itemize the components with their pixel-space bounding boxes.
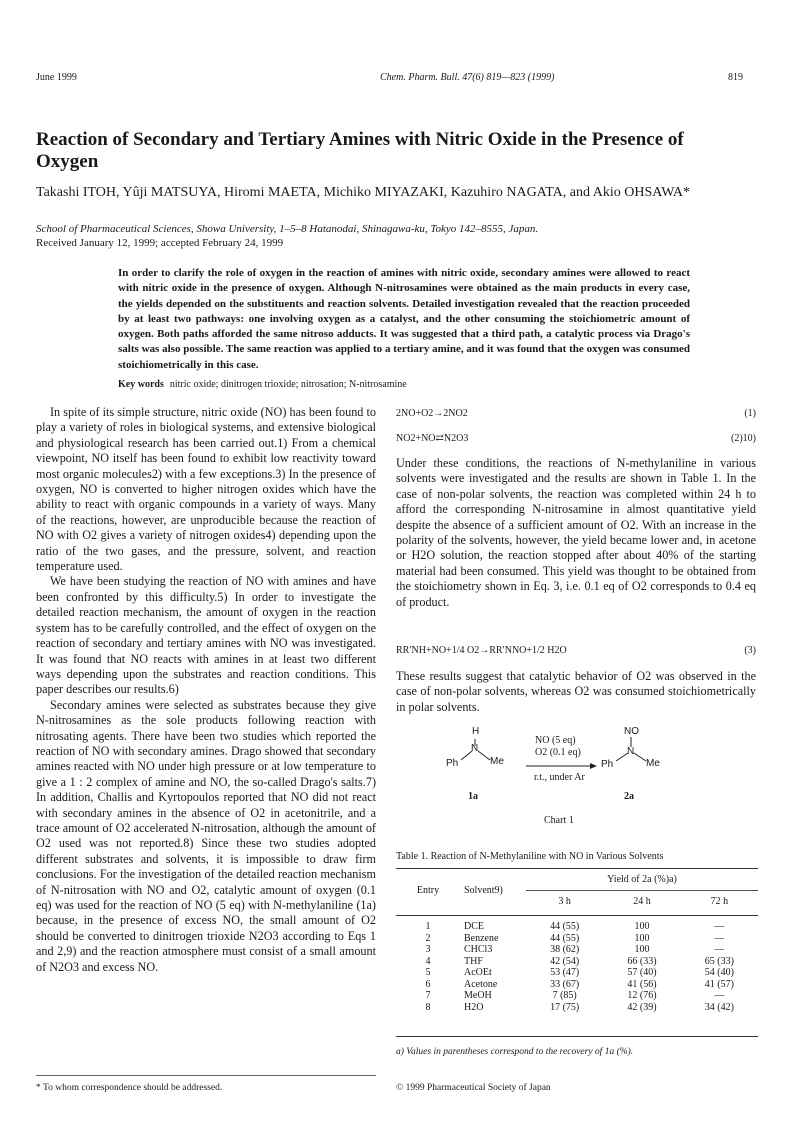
cell-solvent: Acetone bbox=[464, 978, 498, 990]
cell-72h: — bbox=[714, 944, 725, 955]
body-paragraph: In spite of its simple structure, nitric oxide (NO) has been found to play a variety of roles in biological systems, and extensive biological and physiological research has been carried out.1) From a chemical viewpoint, NO itself has been found to exhibit low reactivity toward most organic molecules2) with a few exceptions.3) In the presence of oxygen, NO is converted to higher nitrogen oxides which have the ability to react with organic compounds in a variety of ways. Many of the reactions, however, are unproducible because the reaction of NO with O2 gives a variety of nitrogen oxides4) depending upon the ratio of the two gases, and the pressure, solvent, and reaction temperature used. bbox=[36, 405, 376, 574]
equation-3: RR′NH+NO+1/4 O2→RR′NNO+1/2 H2O bbox=[396, 645, 567, 656]
cell-72h: 41 (57) bbox=[704, 978, 734, 990]
header-page-number: 819 bbox=[728, 72, 743, 83]
header-journal: Chem. Pharm. Bull. 47(6) 819—823 (1999) bbox=[380, 72, 555, 83]
compound-label-1a: 1a bbox=[468, 791, 478, 802]
cell-entry: 7 bbox=[425, 990, 431, 1001]
atom-me-product: Me bbox=[646, 758, 660, 769]
table-row bbox=[396, 967, 758, 979]
cell-solvent: DCE bbox=[464, 921, 484, 932]
cell-entry: 1 bbox=[425, 921, 431, 932]
atom-no: NO bbox=[624, 726, 639, 737]
article-title: Reaction of Secondary and Tertiary Amines with Nitric Oxide in the Presence of Oxygen bbox=[36, 129, 684, 172]
reagent-no: NO (5 eq) bbox=[535, 735, 576, 746]
cell-72h: 34 (42) bbox=[704, 1001, 734, 1013]
cell-24h: 100 bbox=[634, 932, 650, 944]
equation-3-number: (3) bbox=[744, 645, 756, 656]
cell-entry: 5 bbox=[425, 967, 431, 978]
equation-1: 2NO+O2→2NO2 bbox=[396, 408, 468, 419]
compound-label-2a: 2a bbox=[624, 791, 634, 802]
col-header-yield: Yield of 2a (%)a) bbox=[526, 874, 758, 890]
bond-n-me bbox=[478, 751, 490, 760]
atom-h: H bbox=[472, 726, 480, 737]
reagent-o2: O2 (0.1 eq) bbox=[535, 747, 581, 758]
keywords bbox=[118, 379, 407, 390]
cell-24h: 12 (76) bbox=[627, 990, 657, 1001]
equation-1-number: (1) bbox=[744, 408, 756, 419]
atom-n: N bbox=[471, 743, 479, 754]
cell-24h: 100 bbox=[634, 921, 650, 932]
equation-2-number: (2)10) bbox=[731, 433, 756, 444]
cell-3h: 33 (67) bbox=[550, 978, 580, 990]
cell-3h: 7 (85) bbox=[552, 990, 577, 1001]
reaction-condition: r.t., under Ar bbox=[534, 772, 585, 783]
cell-3h: 53 (47) bbox=[550, 967, 580, 978]
copyright: © 1999 Pharmaceutical Society of Japan bbox=[396, 1083, 551, 1093]
cell-entry: 8 bbox=[425, 1001, 431, 1013]
table-row bbox=[396, 933, 758, 945]
cell-solvent: THF bbox=[464, 955, 483, 967]
table-row bbox=[396, 1002, 758, 1014]
right-paragraph-2: These results suggest that catalytic behavior of O2 was observed in the case of non-polar solvents, whereas O2 was consumed stoichiometrically in polar solvents. bbox=[396, 669, 756, 714]
table-row bbox=[396, 944, 758, 956]
footnote-rule bbox=[36, 1075, 376, 1076]
cell-3h: 42 (54) bbox=[550, 955, 580, 967]
author-list: Takashi ITOH, Yûji MATSUYA, Hiromi MAETA, Michiko MIYAZAKI, Kazuhiro NAGATA, and Akio OHSAWA* bbox=[36, 185, 690, 200]
cell-72h: — bbox=[714, 932, 725, 944]
cell-3h: 38 (62) bbox=[550, 944, 580, 955]
body-paragraph: Secondary amines were selected as substrates because they give N-nitrosamines as the sole products following reaction with nitrosating agents. There have been two studies which reported the reaction of NO with secondary amines. Drago showed that secondary amines reacted with NO under high pressure or at low temperature to give a 1 : 2 complex of amine and NO, the so-called Drago's salts.7) In addition, Challis and Kyrtopoulos reported that NO did not react with secondary amines in the absence of O2 in acetonitrile, and a trace amount of O2 accelerated N-nitrosation, although the amount of O2 used was not reported.8) Since these two studies adopted different substrates and solvents, it is impossible to draw firm conclusions. For the investigation of the detailed reaction mechanism of N-nitrosation with NO and O2, catalytic amount of oxygen (0.1 eq) was used for the reaction of NO (5 eq) with N-methylaniline (1a) because, in the presence of excess NO, the small amount of O2 should be converted to dinitrogen trioxide N2O3 according to Eqs 1 and 2,9) and the reaction atmosphere must consist of a small amount of N2O3 and excess NO. bbox=[36, 697, 376, 974]
body-paragraph: We have been studying the reaction of NO with amines and have been confronted by this difficulty.5) In order to investigate the detailed reaction mechanism, the amount of oxygen in the reaction system has to be carefully controlled, and the effect of oxygen on the reaction of secondary and tertiary amines with NO was investigated. It was found that NO reacts with amines in at least two different ways depending upon the substrates and reaction conditions. This paper describes our results.6) bbox=[36, 574, 376, 697]
table-bottom-rule bbox=[396, 1036, 758, 1037]
equation-2: NO2+NO⇄N2O3 bbox=[396, 433, 469, 444]
col-header-solvent: Solvent9) bbox=[464, 884, 503, 896]
cell-solvent: MeOH bbox=[464, 990, 492, 1001]
cell-entry: 2 bbox=[425, 932, 431, 944]
table-footnote: a) Values in parentheses correspond to the recovery of 1a (%). bbox=[396, 1047, 634, 1057]
cell-3h: 44 (55) bbox=[550, 921, 580, 932]
cell-24h: 41 (56) bbox=[627, 978, 657, 990]
cell-24h: 57 (40) bbox=[627, 967, 657, 978]
cell-24h: 42 (39) bbox=[627, 1001, 657, 1013]
col-header-24h: 24 h bbox=[633, 895, 651, 907]
cell-solvent: AcOEt bbox=[464, 967, 492, 978]
correspondence-footnote: * To whom correspondence should be addressed. bbox=[36, 1083, 223, 1093]
cell-entry: 3 bbox=[425, 944, 431, 955]
cell-entry: 6 bbox=[425, 978, 431, 990]
table-row bbox=[396, 956, 758, 968]
table-header-rule bbox=[396, 907, 758, 916]
chart-1-scheme bbox=[440, 726, 700, 820]
atom-ph-product: Ph bbox=[601, 759, 614, 770]
keywords-label: Key words bbox=[118, 379, 164, 390]
cell-entry: 4 bbox=[425, 955, 431, 967]
right-paragraph-1: Under these conditions, the reactions of N-methylaniline in various solvents were investigated and the results are shown in Table 1. In the case of non-polar solvents, the reaction was completed within 24 h to afford the corresponding N-nitrosamine in almost quantitative yield despite the absence of a sufficient amount of O2. With an increase in the polarity of the solvents, however, the yield became lower and, in acetone or H2O solution, the reaction stopped after about 40% of the starting material had been consumed. This yield was thought to be obtained from the stoichiometry shown in Eq. 3, i.e. 0.1 eq of O2 corresponds to 0.4 eq of product. bbox=[396, 456, 756, 609]
cell-72h: 54 (40) bbox=[704, 967, 734, 978]
table-caption: Table 1. Reaction of N-Methylaniline with NO in Various Solvents bbox=[396, 851, 664, 862]
atom-n-product: N bbox=[627, 746, 635, 757]
abstract: In order to clarify the role of oxygen in the reaction of amines with nitric oxide, secondary amines were allowed to react with nitric oxide in the presence of oxygen. Although N-nitrosamines were obtained as the main products in every case, the yields depended on the substituents and reaction solvents. Detailed investigation revealed that the reaction proceeded by at least two pathways: one involving oxygen as a catalyst, and the other consuming the stoichiometric amount of oxygen. Both paths afforded the same nitroso adducts. It was suggested that a third path, a catalytic process via Drago's salts was also possible. The same reaction was applied to a tertiary amine, and it was found that the oxygen was consumed stoichiometrically in this case. bbox=[118, 267, 690, 371]
bond-n-me-product bbox=[634, 753, 646, 761]
affiliation: School of Pharmaceutical Sciences, Showa University, 1–5–8 Hatanodai, Shinagawa-ku, Tokyo 142–8555, Japan. bbox=[36, 223, 539, 235]
header-date: June 1999 bbox=[36, 72, 77, 83]
left-column bbox=[36, 405, 376, 975]
atom-ph: Ph bbox=[446, 758, 459, 769]
reaction-arrow-head bbox=[590, 763, 597, 769]
cell-3h: 44 (55) bbox=[550, 932, 580, 944]
atom-me: Me bbox=[490, 756, 504, 767]
table-top-rule bbox=[396, 868, 758, 869]
table-row bbox=[396, 979, 758, 991]
cell-24h: 66 (33) bbox=[627, 955, 657, 967]
cell-72h: — bbox=[714, 990, 725, 1001]
results-table bbox=[396, 874, 758, 1013]
col-header-72h: 72 h bbox=[710, 895, 729, 907]
table-row bbox=[396, 921, 758, 933]
received-dates: Received January 12, 1999; accepted February 24, 1999 bbox=[36, 237, 284, 249]
cell-solvent: Benzene bbox=[464, 932, 499, 944]
col-header-entry: Entry bbox=[416, 884, 440, 896]
cell-24h: 100 bbox=[634, 944, 650, 955]
col-header-3h: 3 h bbox=[558, 895, 571, 907]
cell-72h: 65 (33) bbox=[704, 955, 734, 967]
cell-solvent: CHCl3 bbox=[464, 944, 493, 955]
cell-72h: — bbox=[714, 921, 725, 932]
keywords-text: nitric oxide; dinitrogen trioxide; nitrosation; N-nitrosamine bbox=[169, 379, 407, 390]
chart-caption: Chart 1 bbox=[544, 815, 574, 826]
cell-3h: 17 (75) bbox=[550, 1001, 580, 1013]
table-row bbox=[396, 990, 758, 1002]
cell-solvent: H2O bbox=[464, 1001, 484, 1013]
